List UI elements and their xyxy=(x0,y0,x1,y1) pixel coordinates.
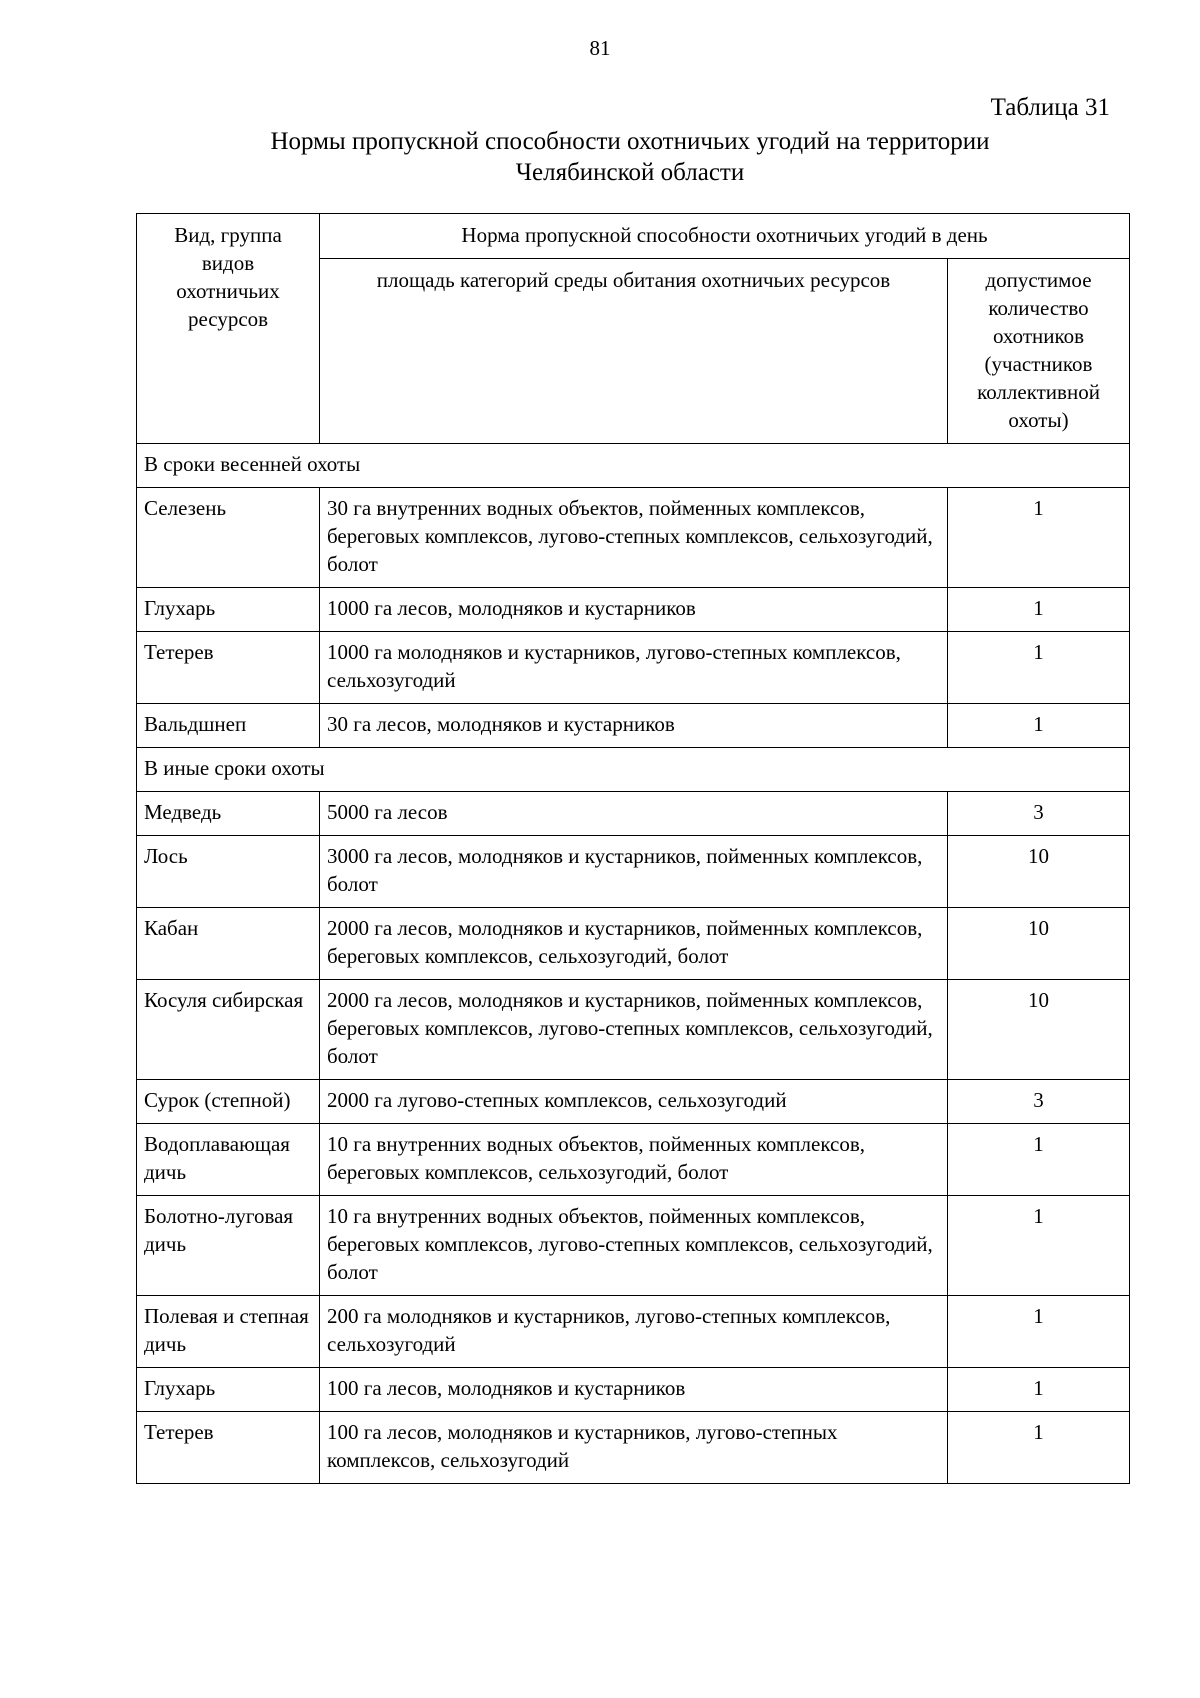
species-cell: Кабан xyxy=(137,908,320,980)
table-row xyxy=(137,792,1130,836)
page-number: 81 xyxy=(589,36,611,60)
count-cell: 1 xyxy=(948,1412,1130,1484)
table-body xyxy=(137,444,1130,1484)
species-cell: Глухарь xyxy=(137,1368,320,1412)
area-cell: 1000 га лесов, молодняков и кустарников xyxy=(320,588,948,632)
area-cell: 2000 га лесов, молодняков и кустарников, пойменных комплексов, береговых комплексов, лугово-степных комплексов, сельхозугодий, болот xyxy=(320,980,948,1080)
table-row xyxy=(137,588,1130,632)
table-row xyxy=(137,908,1130,980)
species-cell: Тетерев xyxy=(137,632,320,704)
area-cell: 2000 га лугово-степных комплексов, сельхозугодий xyxy=(320,1080,948,1124)
area-cell: 10 га внутренних водных объектов, пойменных комплексов, береговых комплексов, лугово-степных комплексов, сельхозугодий, болот xyxy=(320,1196,948,1296)
table-row xyxy=(137,632,1130,704)
count-cell: 1 xyxy=(948,588,1130,632)
area-cell: 10 га внутренних водных объектов, пойменных комплексов, береговых комплексов, сельхозугодий, болот xyxy=(320,1124,948,1196)
table-row xyxy=(137,836,1130,908)
count-cell: 3 xyxy=(948,792,1130,836)
species-cell: Лось xyxy=(137,836,320,908)
count-cell: 1 xyxy=(948,1296,1130,1368)
count-cell: 1 xyxy=(948,1196,1130,1296)
count-cell: 10 xyxy=(948,836,1130,908)
species-cell: Сурок (степной) xyxy=(137,1080,320,1124)
count-cell: 10 xyxy=(948,980,1130,1080)
count-cell: 1 xyxy=(948,488,1130,588)
species-cell: Косуля сибирская xyxy=(137,980,320,1080)
area-cell: 100 га лесов, молодняков и кустарников, лугово-степных комплексов, сельхозугодий xyxy=(320,1412,948,1484)
norms-table xyxy=(136,213,1130,1484)
table-label: Таблица 31 xyxy=(990,94,1110,121)
header-species: Вид, группа видов охотничьих ресурсов xyxy=(137,214,320,444)
species-cell: Тетерев xyxy=(137,1412,320,1484)
table-row xyxy=(137,1368,1130,1412)
table-row xyxy=(137,488,1130,588)
table-row xyxy=(137,1412,1130,1484)
species-cell: Полевая и степная дичь xyxy=(137,1296,320,1368)
species-cell: Медведь xyxy=(137,792,320,836)
header-count: допустимое количество охотников (участников коллективной охоты) xyxy=(948,259,1130,444)
count-cell: 1 xyxy=(948,704,1130,748)
title-line-1: Нормы пропускной способности охотничьих угодий на территории xyxy=(270,128,990,155)
table-row xyxy=(137,704,1130,748)
area-cell: 1000 га молодняков и кустарников, лугово-степных комплексов, сельхозугодий xyxy=(320,632,948,704)
area-cell: 30 га внутренних водных объектов, пойменных комплексов, береговых комплексов, лугово-степных комплексов, сельхозугодий, болот xyxy=(320,488,948,588)
header-norm: Норма пропускной способности охотничьих угодий в день xyxy=(320,214,1130,259)
title-line-2: Челябинской области xyxy=(515,159,745,186)
count-cell: 1 xyxy=(948,1124,1130,1196)
species-cell: Болотно-луговая дичь xyxy=(137,1196,320,1296)
area-cell: 100 га лесов, молодняков и кустарников xyxy=(320,1368,948,1412)
count-cell: 3 xyxy=(948,1080,1130,1124)
table-row xyxy=(137,1080,1130,1124)
section-title: В иные сроки охоты xyxy=(137,748,1130,792)
header-area: площадь категорий среды обитания охотничьих ресурсов xyxy=(320,259,948,444)
area-cell: 3000 га лесов, молодняков и кустарников, пойменных комплексов, болот xyxy=(320,836,948,908)
section-title: В сроки весенней охоты xyxy=(137,444,1130,488)
area-cell: 30 га лесов, молодняков и кустарников xyxy=(320,704,948,748)
table-row xyxy=(137,1296,1130,1368)
area-cell: 200 га молодняков и кустарников, лугово-степных комплексов, сельхозугодий xyxy=(320,1296,948,1368)
table-row xyxy=(137,980,1130,1080)
count-cell: 1 xyxy=(948,1368,1130,1412)
table-row xyxy=(137,1196,1130,1296)
species-cell: Водоплавающая дичь xyxy=(137,1124,320,1196)
page-title xyxy=(190,126,1070,188)
species-cell: Вальдшнеп xyxy=(137,704,320,748)
count-cell: 10 xyxy=(948,908,1130,980)
section-row xyxy=(137,444,1130,488)
species-cell: Селезень xyxy=(137,488,320,588)
section-row xyxy=(137,748,1130,792)
area-cell: 2000 га лесов, молодняков и кустарников, пойменных комплексов, береговых комплексов, сельхозугодий, болот xyxy=(320,908,948,980)
count-cell: 1 xyxy=(948,632,1130,704)
area-cell: 5000 га лесов xyxy=(320,792,948,836)
species-cell: Глухарь xyxy=(137,588,320,632)
table-row xyxy=(137,1124,1130,1196)
